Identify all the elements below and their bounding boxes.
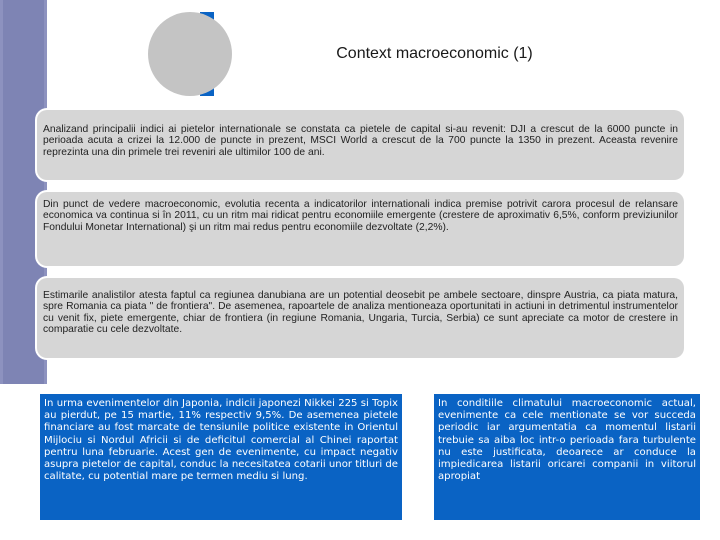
callout-text-right: In conditiile climatului macroeconomic actual, evenimente ca cele mentionate se vor succeda periodic iar argumentatia ca momentul listarii trebuie sa aiba loc intr-o perioada fara turbulente nu este justificata, deoarece ar conduce la impiedicarea listarii oricarei companii in viitorul apropiat bbox=[438, 398, 696, 483]
callout-box-left bbox=[40, 394, 402, 520]
title-circle-decoration bbox=[148, 12, 232, 96]
callout-box-right bbox=[434, 394, 700, 520]
paragraph-text: Din punct de vedere macroeconomic, evolutia recenta a indicatorilor internationali indica premise potrivit carora procesul de relansare economica va continua si în 2011, cu un ritm mai ridicat pentru economiile emergente (crestere de aproximativ 6,5%, conform previziunilor Fondului Monetar International) şi un ritm mai redus pentru economiile dezvoltate (2,2%). bbox=[43, 199, 678, 233]
paragraph-text: Analizand principalii indici ai pietelor internationale se constata ca pietele de capital si-au revenit: DJI a crescut de la 6000 puncte in perioada acuta a crizei la 12.000 de puncte in prezent, MSCI World a crescut de la 700 puncte la 1350 in prezent. Aceasta revenire reprezinta una din primele trei reveniri ale ultimilor 100 de ani. bbox=[43, 124, 678, 158]
paragraph-box bbox=[37, 192, 684, 266]
callout-text-left: In urma evenimentelor din Japonia, indicii japonezi Nikkei 225 si Topix au pierdut, pe 15 martie, 11% respectiv 9,5%. De asemenea pietele financiare au fost marcate de tensiunile politice existente in Orientul Mijlociu si Nordul Africii si de deficitul comercial al Chinei raportat pentru luna februarie. Acest gen de evenimente, cu impact negativ asupra pietelor de capital, conduc la necesitatea cotarii unor titluri de calitate, cu potential mare pe termen mediu si lung. bbox=[44, 398, 398, 483]
paragraph-box bbox=[37, 278, 684, 358]
paragraph-text: Estimarile analistilor atesta faptul ca regiunea danubiana are un potential deosebit pe ambele sectoare, dinspre Austria, ca piata matura, spre Romania ca piata " de frontiera". De asemenea, rapoartele de analiza mentioneaza oportunitati in actiuni in detrimentul instrumentelor cu venit fix, piete emergente, chiar de frontiera (in regiune Romania, Ungaria, Turcia, Serbia) ce sunt apreciate ca motor de crestere in comparatie cu cele dezvoltate. bbox=[43, 290, 678, 336]
slide-title: Context macroeconomic (1) bbox=[336, 45, 533, 62]
paragraph-box bbox=[37, 110, 684, 180]
